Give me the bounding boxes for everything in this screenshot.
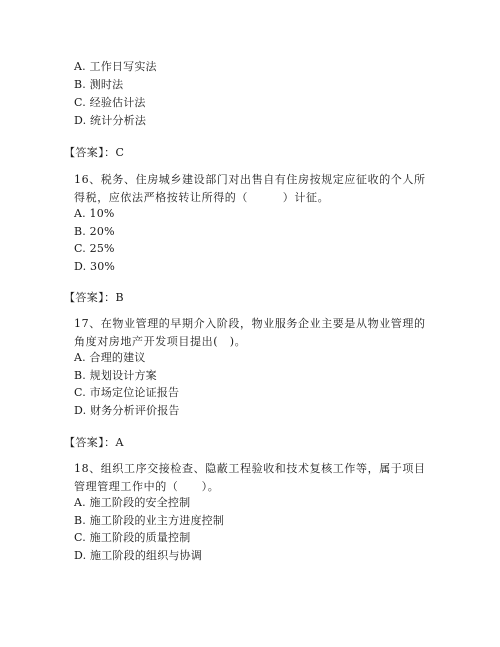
q16-option-a: A. 10% bbox=[74, 207, 115, 220]
q16-option-b: B. 20% bbox=[74, 225, 115, 238]
q16-option-c: C. 25% bbox=[74, 242, 115, 255]
q18-option-c: C. 施工阶段的质量控制 bbox=[74, 531, 191, 544]
q18-text-line-1: 18、组织工序交接检查、隐蔽工程验收和技术复核工作等，属于项目 bbox=[74, 462, 426, 475]
q16-answer: 【答案】：B bbox=[64, 291, 124, 304]
q18-text-line-2: 管理管理工作中的（ ）。 bbox=[74, 480, 220, 493]
q17-option-a: A. 合理的建议 bbox=[74, 351, 146, 364]
prev-option-c: C. 经验估计法 bbox=[74, 96, 146, 109]
q17-option-d: D. 财务分析评价报告 bbox=[74, 404, 180, 417]
q17-text-line-2: 角度对房地产开发项目提出( )。 bbox=[74, 335, 247, 348]
q17-option-b: B. 规划设计方案 bbox=[74, 369, 157, 382]
q16-text-line-2: 得税，应依法严格按转让所得的（ ）计征。 bbox=[74, 191, 330, 204]
q17-answer: 【答案】：A bbox=[64, 436, 124, 449]
q17-option-c: C. 市场定位论证报告 bbox=[74, 386, 180, 399]
q18-option-a: A. 施工阶段的安全控制 bbox=[74, 496, 191, 509]
prev-answer: 【答案】：C bbox=[64, 146, 125, 159]
q16-text-line-1: 16、税务、住房城乡建设部门对出售自有住房按规定应征收的个人所 bbox=[74, 173, 426, 186]
prev-option-b: B. 测时法 bbox=[74, 78, 124, 91]
prev-option-a: A. 工作日写实法 bbox=[74, 60, 157, 73]
q18-option-d: D. 施工阶段的组织与协调 bbox=[74, 549, 203, 562]
prev-option-d: D. 统计分析法 bbox=[74, 114, 147, 127]
q17-text-line-1: 17、在物业管理的早期介入阶段，物业服务企业主要是从物业管理的 bbox=[74, 317, 426, 330]
q18-option-b: B. 施工阶段的业主方进度控制 bbox=[74, 514, 225, 527]
q16-option-d: D. 30% bbox=[74, 260, 116, 273]
